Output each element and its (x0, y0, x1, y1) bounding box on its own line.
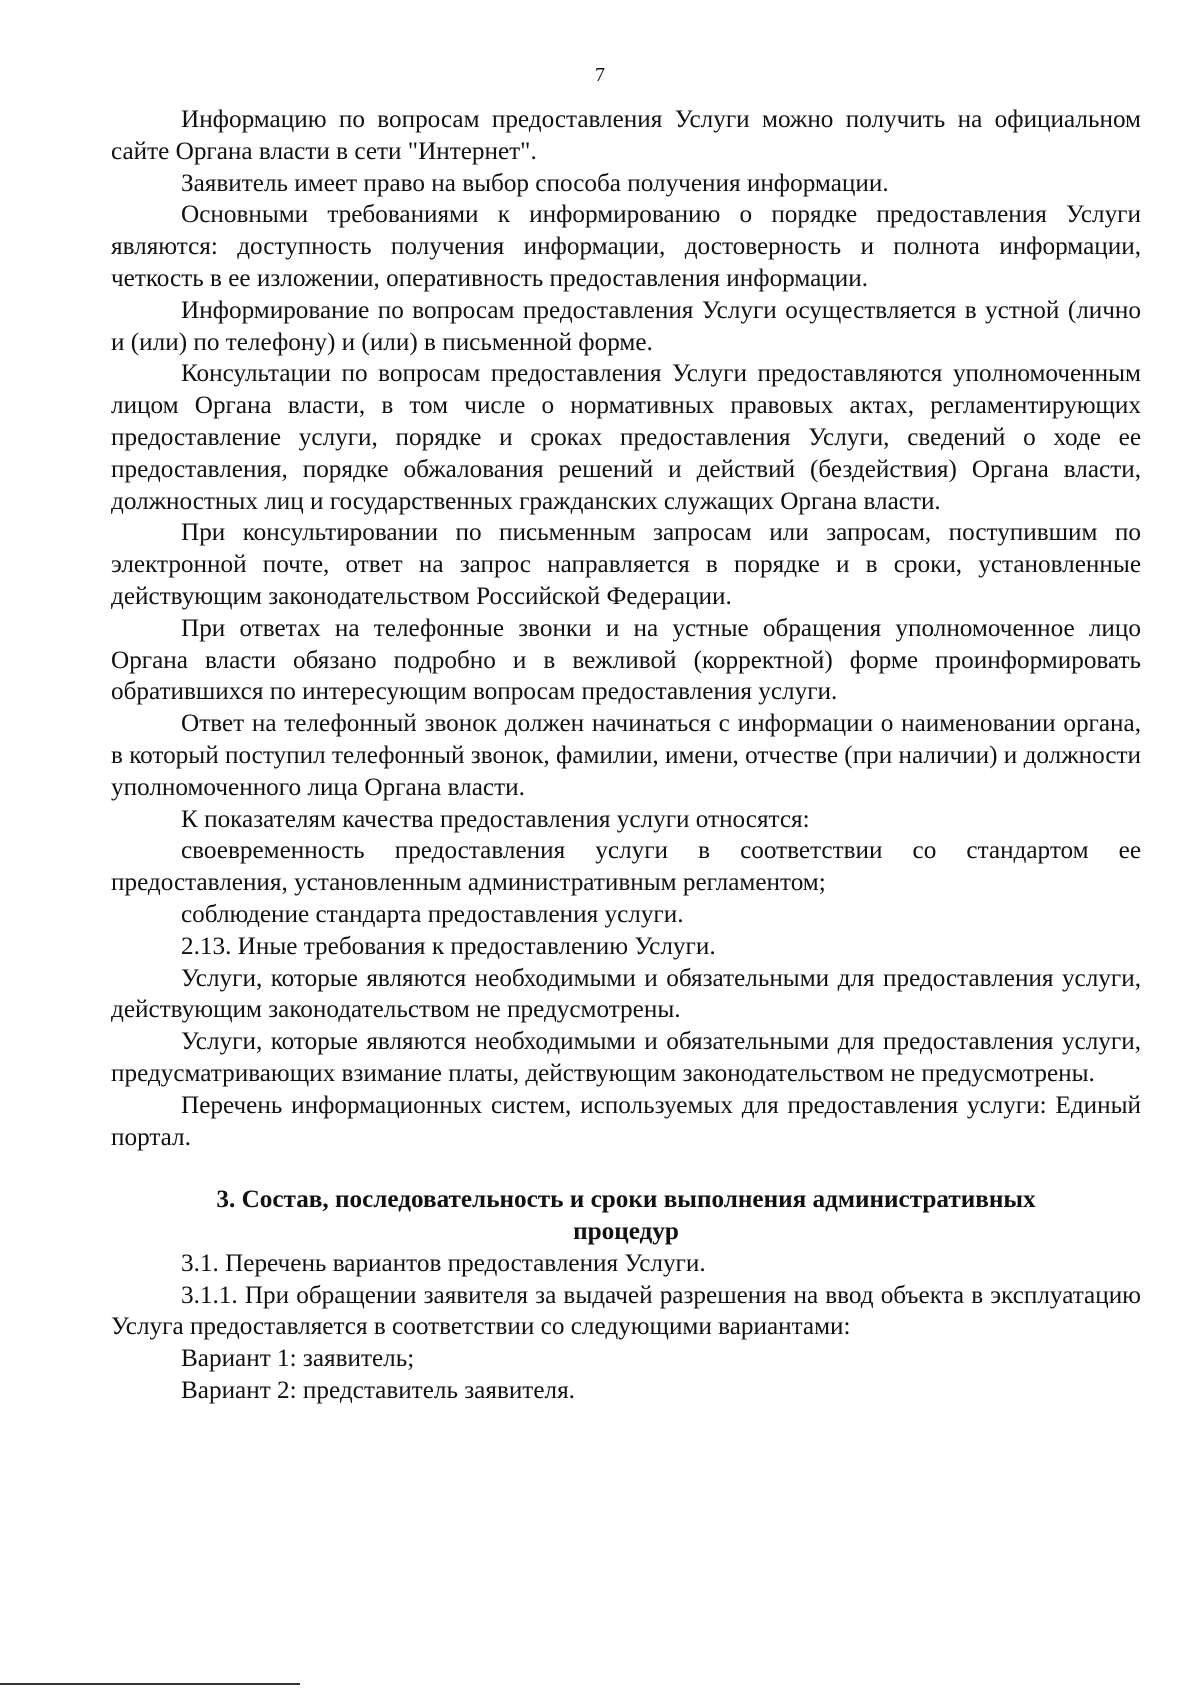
paragraph: Заявитель имеет право на выбор способа получения информации. (181, 169, 889, 197)
footnote-divider (0, 1683, 300, 1685)
paragraph: Ответ на телефонный звонок должен начинаться с информации о наименовании органа, в который поступил телефонный звонок, фамилии, имени, отчестве (при наличии) и должности уполномоченного лица Органа власти. (111, 710, 1141, 801)
paragraph: 3.1. Перечень вариантов предоставления Услуги. (181, 1249, 706, 1277)
paragraph: Услуги, которые являются необходимыми и обязательными для предоставления услуги, действующим законодательством не предусмотрены. (111, 964, 1141, 1024)
section-heading: 3. Состав, последовательность и сроки выполнения административных процедур (216, 1186, 1036, 1246)
paragraph: Информацию по вопросам предоставления Услуги можно получить на официальном сайте Органа власти в сети "Интернет". (111, 106, 1141, 165)
paragraph: При консультировании по письменным запросам или запросам, поступившим по электронной почте, ответ на запрос направляется в порядке и в сроки, установленные действующим законодательством Российской Федерации. (111, 519, 1141, 610)
document-body (111, 104, 1141, 1407)
paragraph: 3.1.1. При обращении заявителя за выдачей разрешения на ввод объекта в эксплуатацию Услуга предоставляется в соответствии со следующими вариантами: (111, 1281, 1141, 1341)
paragraph: К показателям качества предоставления услуги относятся: (181, 805, 810, 833)
list-item: Вариант 1: заявитель; (181, 1345, 415, 1373)
paragraph: своевременность предоставления услуги в соответствии со стандартом ее предоставления, установленным административным регламентом; (111, 837, 1141, 897)
paragraph: Основными требованиями к информированию о порядке предоставления Услуги являются: доступность получения информации, достоверность и полнота информации, четкость в ее изложении, оперативность предоставления информации. (111, 201, 1141, 292)
paragraph: Консультации по вопросам предоставления Услуги предоставляются уполномоченным лицом Органа власти, в том числе о нормативных правовых актах, регламентирующих предоставление услуги, порядке и сроках предоставления Услуги, сведений о ходе ее предоставления, порядке обжалования решений и действий (бездействия) Органа власти, должностных лиц и государственных гражданских служащих Органа власти. (111, 360, 1141, 515)
paragraph: Перечень информационных систем, используемых для предоставления услуги: Единый портал. (111, 1091, 1141, 1151)
paragraph: Услуги, которые являются необходимыми и обязательными для предоставления услуги, предусматривающих взимание платы, действующим законодательством не предусмотрены. (111, 1028, 1141, 1087)
list-item: Вариант 2: представитель заявителя. (181, 1377, 575, 1405)
paragraph: При ответах на телефонные звонки и на устные обращения уполномоченное лицо Органа власти обязано подробно и в вежливой (корректной) форме проинформировать обратившихся по интересующим вопросам предоставления услуги. (111, 614, 1141, 706)
paragraph: Информирование по вопросам предоставления Услуги осуществляется в устной (лично и (или) по телефону) и (или) в письменной форме. (111, 296, 1141, 356)
page-number: 7 (595, 64, 605, 86)
subsection-title: 2.13. Иные требования к предоставлению Услуги. (181, 932, 716, 960)
paragraph: соблюдение стандарта предоставления услуги. (181, 900, 684, 928)
